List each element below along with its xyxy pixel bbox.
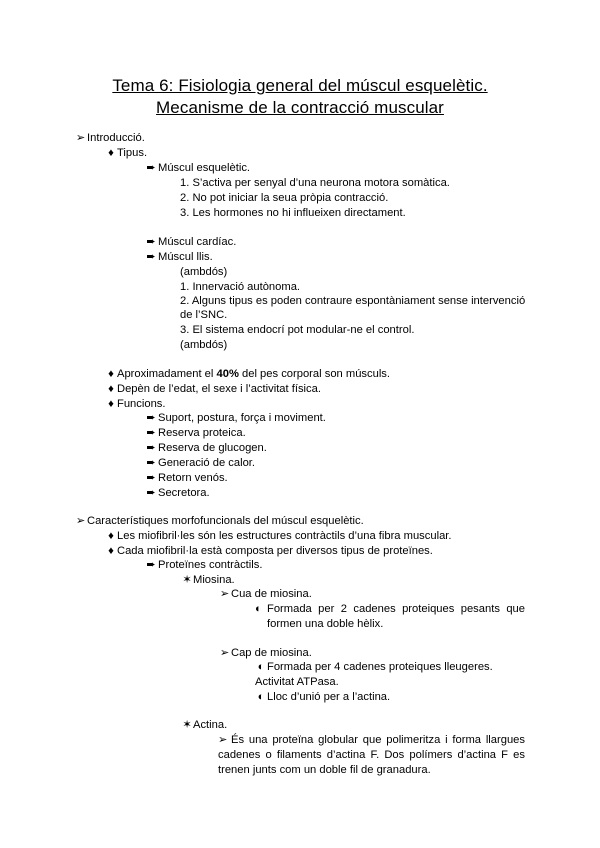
asterisk-bullet-icon: ✶ xyxy=(182,719,192,731)
arrowhead-bullet-icon: ➢ xyxy=(219,647,230,659)
actina-text-line-3: trenen junts com un doble fil de granadura. xyxy=(218,764,431,776)
miosina-item: ✶Miosina. xyxy=(182,574,235,586)
cua-miosina-text-line-1: ◐ Formada per 2 cadenes proteiques pesants que xyxy=(255,603,525,615)
miofibril-item-1: ♦ Les miofibril·les són les estructures contràctils d’una fibra muscular. xyxy=(105,529,452,543)
arrowhead-bullet-icon: ➢ xyxy=(219,588,230,600)
llis-point-1: 1. Innervació autònoma. xyxy=(180,281,301,293)
esqueletic-point-3: 3. Les hormones no hi influeixen directament. xyxy=(180,207,406,219)
diamond-bullet-icon: ♦ xyxy=(108,147,114,159)
miofibril-item-2: ♦ Cada miofibril·la està composta per diversos tipus de proteïnes. xyxy=(105,544,433,558)
esqueletic-point-1: 1. S’activa per senyal d’una neurona motora somàtica. xyxy=(180,177,450,189)
cua-miosina-text-line-2: formen una doble hèlix. xyxy=(267,618,384,630)
actina-text-line-2: cadenes o filaments d’actina F. Dos polímers d’actina F es xyxy=(218,749,525,761)
llis-ambdos-bottom: (ambdós) xyxy=(180,339,228,351)
funcio-item: ➨ Reserva de glucogen. xyxy=(144,441,267,455)
diamond-bullet-icon: ♦ xyxy=(108,383,114,395)
cap-miosina-item: ➢ Cap de miosina. xyxy=(219,647,312,659)
llis-point-3: 3. El sistema endocrí pot modular-ne el control. xyxy=(180,324,415,336)
diamond-bullet-icon: ♦ xyxy=(108,398,114,410)
section-intro-heading: ➢ Introducció. xyxy=(75,132,145,144)
tipus-item: ♦ Tipus. xyxy=(105,146,147,160)
arrow-bullet-icon: ➨ xyxy=(146,559,156,571)
asterisk-bullet-icon: ✶ xyxy=(182,574,192,586)
half-diamond-bullet-icon: ◐ xyxy=(257,691,265,703)
arrow-bullet-icon: ➨ xyxy=(146,236,156,248)
arrowhead-bullet-icon: ➢ xyxy=(75,515,86,527)
funcio-item: ➨ Suport, postura, força i moviment. xyxy=(144,411,326,425)
cap-miosina-point-1: ◐ Formada per 4 cadenes proteiques lleugeres. xyxy=(255,660,493,674)
arrow-bullet-icon: ➨ xyxy=(146,442,156,454)
diamond-bullet-icon: ♦ xyxy=(108,545,114,557)
arrow-bullet-icon: ➨ xyxy=(146,427,156,439)
depen-item: ♦ Depèn de l’edat, el sexe i l’activitat física. xyxy=(105,382,321,396)
cap-miosina-atpasa: Activitat ATPasa. xyxy=(255,676,339,688)
half-diamond-bullet-icon: ◐ xyxy=(257,661,265,673)
funcions-item: ♦ Funcions. xyxy=(105,397,166,411)
arrow-bullet-icon: ➨ xyxy=(146,412,156,424)
llis-point-2-line-1: 2. Alguns tipus es poden contraure espontàniament sense intervenció xyxy=(180,295,526,307)
llis-point-2-line-2: de l’SNC. xyxy=(180,309,228,321)
arrowhead-bullet-icon: ➢ xyxy=(75,132,86,144)
arrow-bullet-icon: ➨ xyxy=(146,162,156,174)
funcio-item: ➨ Generació de calor. xyxy=(144,456,255,470)
muscul-cardiac-item: ➨ Múscul cardíac. xyxy=(144,235,236,249)
diamond-bullet-icon: ♦ xyxy=(108,530,114,542)
cua-miosina-item: ➢ Cua de miosina. xyxy=(219,588,312,600)
arrow-bullet-icon: ➨ xyxy=(146,457,156,469)
arrow-bullet-icon: ➨ xyxy=(146,251,156,263)
section-caracteristiques-heading: ➢ Característiques morfofuncionals del múscul esquelètic. xyxy=(75,515,364,527)
funcio-item: ➨ Secretora. xyxy=(144,486,210,500)
diamond-bullet-icon: ♦ xyxy=(108,368,114,380)
muscul-esqueletic-item: ➨ Múscul esquelètic. xyxy=(144,161,250,175)
actina-item: ✶Actina. xyxy=(182,719,228,731)
proteines-contractils-item: ➨ Proteïnes contràctils. xyxy=(144,558,262,572)
page-title-line-2: Mecanisme de la contracció muscular xyxy=(156,98,444,117)
arrow-bullet-icon: ➨ xyxy=(146,487,156,499)
page-title-line-1: Tema 6: Fisiologia general del múscul esquelètic. xyxy=(112,76,488,95)
llis-ambdos-top: (ambdós) xyxy=(180,266,228,278)
muscul-llis-item: ➨ Múscul llis. xyxy=(144,250,213,264)
half-diamond-bullet-icon: ◐ xyxy=(255,603,262,615)
actina-text-line-1: ➢ És una proteïna globular que polimeritza i forma llargues xyxy=(218,734,525,746)
cap-miosina-point-2: ◐ Lloc d’unió per a l’actina. xyxy=(255,690,390,704)
funcio-item: ➨ Reserva proteica. xyxy=(144,426,246,440)
arrow-bullet-icon: ➨ xyxy=(146,472,156,484)
esqueletic-point-2: 2. No pot iniciar la seua pròpia contracció. xyxy=(180,192,389,204)
funcio-item: ➨ Retorn venós. xyxy=(144,471,228,485)
aproximadament-item: ♦ Aproximadament el 40% del pes corporal son músculs. xyxy=(105,367,390,381)
arrowhead-bullet-icon: ➢ xyxy=(218,734,228,746)
